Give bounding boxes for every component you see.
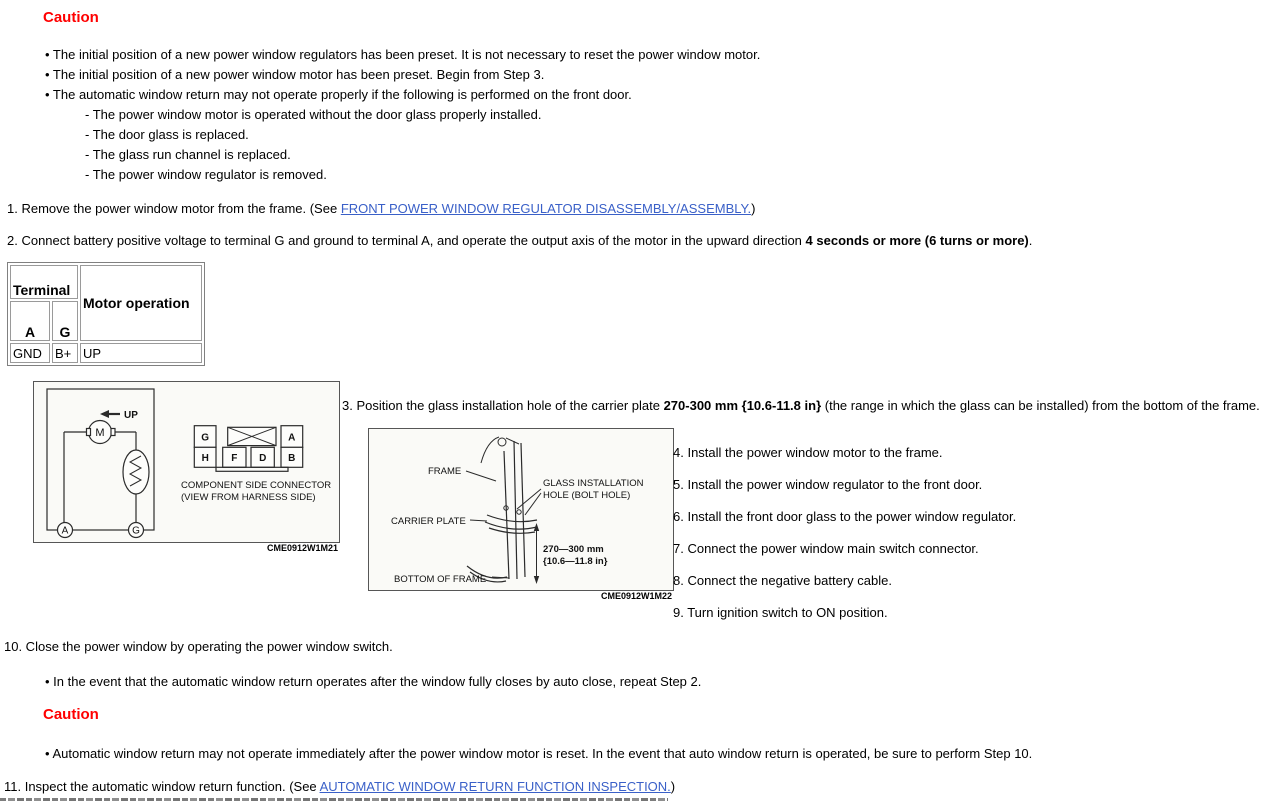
pin-a-label: A [288, 432, 296, 444]
link-front-power-window-regulator-disassembly[interactable]: FRONT POWER WINDOW REGULATOR DISASSEMBLY/ASSEMBLY. [340, 201, 752, 216]
terminal-g-label: G [132, 525, 140, 537]
caution-bottom-bullet: • Automatic window return may not operate immediately after the power window motor is reset. In the event that auto window return is operated, be sure to perform Step 10. [45, 746, 1033, 761]
step-1-text: 1. Remove the power window motor from the frame. (See [7, 201, 341, 216]
frame-label: FRAME [428, 466, 462, 477]
motor-circuit-drawing [34, 382, 337, 540]
step-9: 9. Turn ignition switch to ON position. [673, 605, 888, 620]
caution-sub-item-2: - The door glass is replaced. [85, 127, 249, 142]
step-3-bold: 270-300 mm {10.6-11.8 in} [663, 398, 822, 413]
step-3-text-end: (the range in which the glass can be installed) from the bottom of the frame. [821, 398, 1260, 413]
figure-motor-circuit [33, 381, 340, 543]
caution-bullet-1: • The initial position of a new power window regulators has been preset. It is not necessary to reset the power window motor. [45, 47, 761, 62]
caution-bullet-list [45, 45, 760, 185]
caution-sub-item-4: - The power window regulator is removed. [85, 167, 327, 182]
up-arrow-icon [100, 410, 109, 418]
step-2-bold: 4 seconds or more (6 turns or more) [805, 233, 1029, 248]
caution-bullet-2: • The initial position of a new power window motor has been preset. Begin from Step 3. [45, 67, 545, 82]
step-7: 7. Connect the power window main switch connector. [673, 541, 979, 556]
pin-h-label: H [201, 453, 209, 464]
step-11 [4, 779, 675, 794]
step-5: 5. Install the power window regulator to the front door. [673, 477, 983, 492]
step-8: 8. Connect the negative battery cable. [673, 573, 892, 588]
step-3-text: 3. Position the glass installation hole of the carrier plate [342, 398, 664, 413]
caution-heading-bottom: Caution [43, 706, 99, 723]
motor-label: M [95, 427, 105, 439]
dimension-label-mm: 270—300 mm [543, 544, 604, 555]
glass-hole-label-line1: GLASS INSTALLATION [543, 478, 644, 489]
step-11-text: 11. Inspect the automatic window return function. (See [4, 779, 320, 794]
terminal-a-label: A [61, 525, 69, 537]
bottom-of-frame-label: BOTTOM OF FRAME [394, 574, 487, 585]
table-header-motor-operation: Motor operation [80, 265, 202, 341]
step-3 [342, 398, 1260, 413]
figure-carrier-plate [368, 428, 674, 591]
step-11-text-end: ) [670, 779, 676, 794]
carrier-plate-drawing [369, 429, 671, 588]
terminal-table [7, 262, 205, 366]
pin-g-label: G [201, 432, 210, 444]
step-1-text-end: ) [751, 201, 756, 216]
note-after-step-10: • In the event that the automatic window return operates after the window fully closes by auto close, repeat Step 2. [45, 674, 702, 689]
dimension-arrow-bottom [534, 576, 539, 584]
steps-4-9 [673, 445, 1016, 637]
caution-bullet-3: • The automatic window return may not operate properly if the following is performed on the front door. [45, 87, 632, 102]
table-header-g: G [52, 301, 78, 341]
table-header-terminal: Terminal [10, 265, 78, 299]
carrier-plate-label: CARRIER PLATE [391, 516, 466, 527]
carrier-plate-shape [487, 515, 537, 522]
caution-sub-item-1: - The power window motor is operated without the door glass properly installed. [85, 107, 542, 122]
pin-d-label: D [259, 453, 267, 464]
figure1-code: CME0912W1M21 [266, 543, 338, 553]
step-2 [7, 233, 1032, 248]
table-cell-gnd: GND [10, 343, 50, 363]
frame-rail [504, 451, 509, 579]
caution-heading-top: Caution [43, 9, 99, 26]
connector-caption-line1: COMPONENT SIDE CONNECTOR [181, 480, 332, 491]
link-automatic-window-return-inspection[interactable]: AUTOMATIC WINDOW RETURN FUNCTION INSPECTION. [319, 779, 671, 794]
dimension-label-in: {10.6—11.8 in} [543, 556, 608, 567]
table-header-a: A [10, 301, 50, 341]
step-1 [7, 201, 755, 216]
pin-b-label: B [288, 453, 296, 464]
thermistor-symbol [123, 450, 149, 494]
step-6: 6. Install the front door glass to the power window regulator. [673, 509, 1017, 524]
table-cell-up: UP [80, 343, 202, 363]
up-label: UP [124, 410, 138, 421]
glass-hole-label-line2: HOLE (BOLT HOLE) [543, 490, 631, 501]
step-10: 10. Close the power window by operating the power window switch. [4, 639, 393, 654]
connector-base [216, 467, 288, 471]
step-4: 4. Install the power window motor to the frame. [673, 445, 943, 460]
table-cell-bplus: B+ [52, 343, 78, 363]
step-2-text: 2. Connect battery positive voltage to terminal G and ground to terminal A, and operate the output axis of the motor in the upward direction [7, 233, 806, 248]
figure2-code: CME0912W1M22 [600, 591, 672, 601]
pin-f-label: F [231, 453, 238, 464]
caution-sub-item-3: - The glass run channel is replaced. [85, 147, 291, 162]
connector-caption-line2: (VIEW FROM HARNESS SIDE) [181, 492, 316, 503]
step-2-text-end: . [1028, 233, 1033, 248]
